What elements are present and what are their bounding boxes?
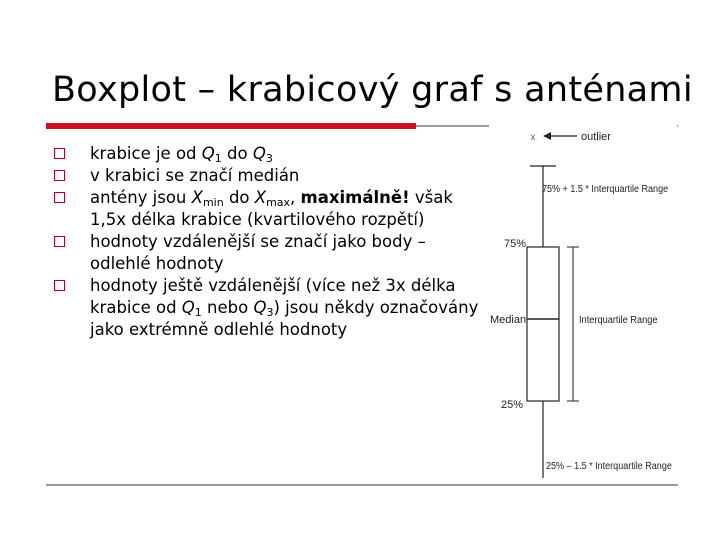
interquartile-box [527,247,559,401]
square-bullet-icon [54,170,65,181]
outlier-label: outlier [581,131,611,143]
bullet-item-outliers: hodnoty vzdálenější se značí jako body – odlehlé hodnoty [52,231,482,275]
lower-whisker-label: 25% – 1.5 * Interquartile Range [546,460,672,473]
median-label: Median [490,314,527,326]
outlier-marker: x [530,132,536,143]
square-bullet-icon [54,280,65,291]
iqr-label: Interquartile Range [579,314,658,327]
outlier-arrowhead-icon [543,132,551,140]
slide-title: Boxplot – krabicový graf s anténami [52,70,693,110]
bullet-list [52,143,482,341]
square-bullet-icon [54,236,65,247]
bullet-item-box-range: krabice je od $Q_1$ do $Q_3$ [52,143,482,165]
upper-whisker-label: 75% + 1.5 * Interquartile Range [542,183,669,196]
boxplot-svg [489,124,677,480]
bullet-item-whiskers: antény jsou $X_{min}$ do $X_{max}$, maximálně! však 1,5x délka krabice (kvartilového rozpětí) [52,187,482,231]
title-underline-accent [46,123,416,129]
boxplot-diagram [489,124,677,480]
bottom-rule [46,484,678,486]
bullet-item-extreme-outliers: hodnoty ještě vzdálenější (více než 3x délka krabice od $Q_1$ nebo $Q_3$) jsou někdy označovány jako extrémně odlehlé hodnoty [52,275,482,341]
square-bullet-icon [54,192,65,203]
bullet-item-median: v krabici se značí medián [52,165,482,187]
square-bullet-icon [54,148,65,159]
q3-label: 75% [504,238,527,250]
q1-label: 25% [501,399,524,411]
